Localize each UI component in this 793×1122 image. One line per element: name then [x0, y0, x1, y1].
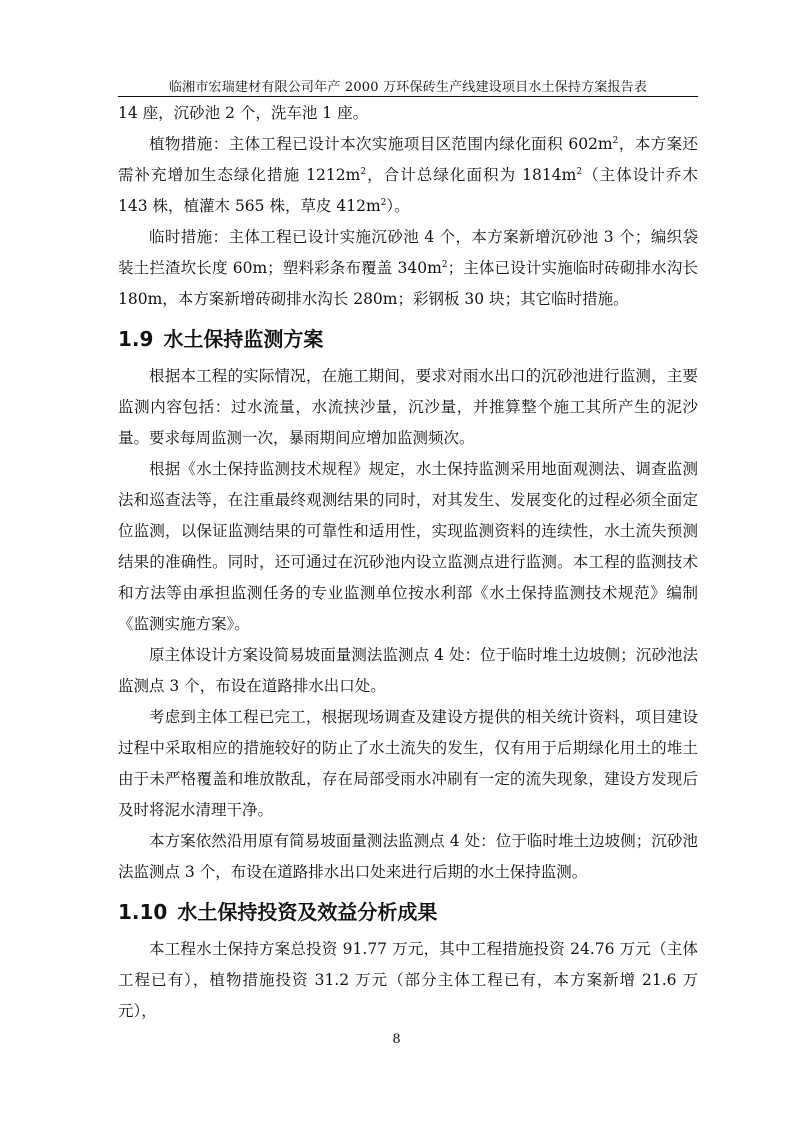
paragraph-temporary-measures: 临时措施：主体工程已设计实施沉砂池 4 个，本方案新增沉砂池 3 个；编织袋装土拦渣坎长度 60m；塑料彩条布覆盖 $340m^2$；主体已设计实施临时砖砌排水沟长 180m，本方案新增砖砌排水沟长 280m；彩钢板 30 块；其它临时措施。 [118, 228, 698, 308]
page-header: 临湘市宏瑞建材有限公司年产 2000 万环保砖生产线建设项目水土保持方案报告表 [168, 80, 648, 95]
section-heading-1-10: 1.10 水土保持投资及效益分析成果 [118, 900, 438, 924]
paragraph: 根据本工程的实际情况，在施工期间，要求对雨水出口的沉砂池进行监测，主要监测内容包括：过水流量，水流挟沙量，沉沙量，并推算整个施工其所产生的泥沙量。要求每周监测一次，暴雨期间应增加监测频次。 [118, 367, 698, 447]
paragraph: 原主体设计方案设简易坡面量测法监测点 4 处：位于临时堆土边坡侧；沉砂池法监测点 3 个，布设在道路排水出口处。 [118, 646, 698, 695]
paragraph-continued: 14 座，沉砂池 2 个，洗车池 1 座。 [118, 104, 369, 122]
section-heading-1-9: 1.9 水土保持监测方案 [118, 327, 324, 351]
paragraph: 本方案依然沿用原有简易坡面量测法监测点 4 处：位于临时堆土边坡侧；沉砂池法监测点 3 个，布设在道路排水出口处来进行后期的水土保持监测。 [118, 832, 698, 881]
paragraph-plant-measures: 植物措施：主体工程已设计本次实施项目区范围内绿化面积 $602m^2$，本方案还需补充增加生态绿化措施 $1212m^2$，合计总绿化面积为 $1814m^2$（主体设计乔木 143 株，植灌木 565 株，草皮 $412m^2$）。 [118, 135, 698, 215]
document-body [118, 98, 698, 1027]
paragraph: 考虑到主体工程已完工，根据现场调查及建设方提供的相关统计资料，项目建设过程中采取相应的措施较好的防止了水土流失的发生，仅有用于后期绿化用土的堆土由于未严格覆盖和堆放散乱，存在局部受雨水冲刷有一定的流失现象，建设方发现后及时将泥水清理干净。 [118, 708, 698, 819]
paragraph: 根据《水土保持监测技术规程》规定，水土保持监测采用地面观测法、调查监测法和巡查法等，在注重最终观测结果的同时，对其发生、发展变化的过程必须全面定位监测，以保证监测结果的可靠性和适用性，实现监测资料的连续性，水土流失预测结果的准确性。同时，还可通过在沉砂池内设立监测点进行监测。本工程的监测技术和方法等由承担监测任务的专业监测单位按水利部《水土保持监测技术规范》编制《监测实施方案》。 [118, 460, 698, 633]
paragraph: 本工程水土保持方案总投资 91.77 万元，其中工程措施投资 24.76 万元（主体工程已有），植物措施投资 31.2 万元（部分主体工程已有，本方案新增 21.6 万元）， [118, 940, 698, 1020]
header-rule [118, 96, 698, 97]
page-number: 8 [392, 1032, 401, 1047]
